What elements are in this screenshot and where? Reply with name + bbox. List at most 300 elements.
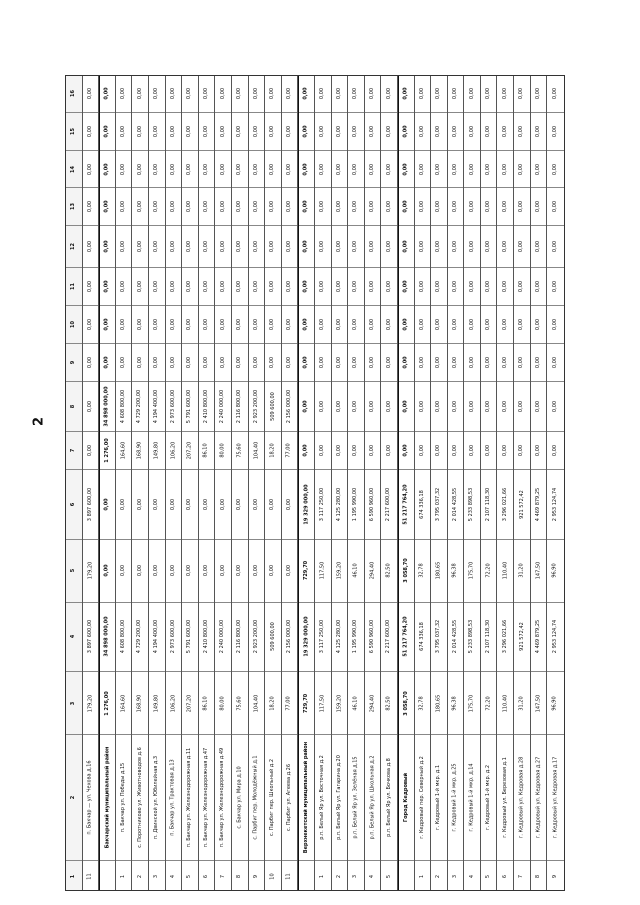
- table-cell: [100, 150, 115, 188]
- table-cell: [514, 343, 530, 381]
- table-cell: [399, 671, 414, 734]
- cell-text: 0,00: [335, 356, 342, 369]
- table-cell: [315, 305, 331, 343]
- cell-text: 80,00: [219, 696, 226, 711]
- cell-text: 180,65: [435, 694, 442, 712]
- table-cell: [116, 112, 132, 150]
- table-cell: [514, 187, 530, 225]
- table-cell: [100, 539, 115, 602]
- table-cell: [166, 602, 182, 671]
- table-cell: [415, 187, 431, 225]
- cell-text: 0,00: [269, 281, 276, 293]
- cell-text: 0,00: [319, 445, 326, 457]
- cell-text: 0,00: [252, 356, 259, 369]
- cell-text: 0,00: [252, 498, 259, 511]
- cell-text: 0,00: [186, 125, 193, 137]
- cell-text: 0,00: [120, 88, 127, 100]
- table-cell: [116, 187, 132, 225]
- cell-text: 104,40: [252, 694, 259, 712]
- cell-text: 0,00: [303, 162, 310, 176]
- table-cell: [66, 602, 82, 671]
- table-cell: [149, 150, 165, 188]
- address-cell: [448, 734, 464, 860]
- table-cell: [249, 225, 265, 267]
- table-cell: [299, 469, 314, 538]
- cell-text: 0,00: [402, 87, 409, 101]
- table-cell: [215, 150, 231, 188]
- table-cell: [116, 150, 132, 188]
- cell-text: 3 897 600,00: [86, 620, 93, 654]
- table-cell: [116, 602, 132, 671]
- cell-text: 0,00: [169, 498, 176, 511]
- table-cell: [415, 469, 431, 538]
- table-cell: [149, 267, 165, 305]
- table-cell: [332, 431, 348, 469]
- table-cell: [431, 539, 447, 602]
- cell-text: 0,00: [418, 445, 425, 457]
- cell-text: 0,00: [286, 88, 293, 100]
- table-cell: [547, 343, 564, 381]
- table-cell: [332, 602, 348, 671]
- cell-text: 207,20: [186, 442, 193, 460]
- cell-text: п. Бакчар ул. Победы д.15: [120, 763, 127, 833]
- cell-text: 0,00: [120, 498, 127, 511]
- table-cell: [332, 267, 348, 305]
- cell-text: 0,00: [385, 281, 392, 293]
- table-cell: [182, 267, 198, 305]
- cell-text: 0,00: [219, 201, 226, 213]
- cell-text: 149,80: [153, 442, 160, 460]
- table-cell: [282, 76, 298, 112]
- cell-text: р.п. Белый Яр ул. Школьная д.2: [369, 755, 376, 840]
- address-cell: [199, 734, 215, 860]
- table-cell: [381, 860, 397, 892]
- table-cell: [415, 431, 431, 469]
- cell-text: 2 217 600,00: [385, 620, 392, 654]
- cell-text: с. Поротниково ул. Животноводов д.6: [136, 747, 143, 849]
- table-cell: [232, 267, 248, 305]
- table-cell: [100, 671, 115, 734]
- table-cell: [249, 860, 265, 892]
- cell-text: 0,00: [269, 201, 276, 213]
- table-cell: [431, 431, 447, 469]
- table-cell: [299, 602, 314, 671]
- table-cell: [365, 431, 381, 469]
- table-cell: [66, 150, 82, 188]
- table-cell: [182, 602, 198, 671]
- cell-text: 4 194 400,00: [153, 620, 160, 654]
- cell-text: 0,00: [203, 356, 210, 369]
- table-cell: [531, 150, 547, 188]
- cell-text: 674 336,18: [418, 622, 425, 652]
- cell-text: 4: [70, 635, 77, 639]
- table-cell: [299, 150, 314, 188]
- table-cell: [348, 305, 364, 343]
- table-cell: [497, 469, 513, 538]
- table-cell: [249, 112, 265, 150]
- cell-text: 75,60: [236, 443, 243, 459]
- table-cell: [116, 431, 132, 469]
- cell-text: 0,00: [203, 565, 210, 577]
- cell-text: 0,00: [136, 241, 143, 253]
- table-cell: [132, 343, 148, 381]
- table-cell: [531, 112, 547, 150]
- cell-text: 0,00: [402, 162, 409, 176]
- cell-text: п. Бакчар ул. Железнодорожная д.11: [186, 748, 193, 848]
- table-cell: [315, 187, 331, 225]
- cell-text: 0,00: [552, 319, 559, 331]
- table-cell: [199, 602, 215, 671]
- table-cell: [497, 860, 513, 892]
- cell-text: 0,00: [269, 125, 276, 137]
- table-cell: [282, 860, 298, 892]
- cell-text: 106,20: [169, 442, 176, 460]
- table-cell: [83, 305, 99, 343]
- table-cell: [83, 112, 99, 150]
- cell-text: 0,00: [186, 201, 193, 213]
- cell-text: 0,00: [236, 201, 243, 213]
- table-cell: [199, 150, 215, 188]
- table-cell: [365, 112, 381, 150]
- cell-text: п. Бакчар — ул. Чехова д.16: [86, 760, 93, 835]
- table-cell: [431, 150, 447, 188]
- page-number: 2: [31, 416, 47, 427]
- table-cell: [332, 343, 348, 381]
- table-cell: [464, 602, 480, 671]
- table-cell: [132, 112, 148, 150]
- cell-text: 6: [203, 875, 210, 879]
- cell-text: 159,20: [335, 561, 342, 580]
- cell-text: 104,40: [252, 442, 259, 460]
- table-cell: [315, 860, 331, 892]
- table-cell: [199, 539, 215, 602]
- cell-text: 0,00: [518, 356, 525, 369]
- cell-text: 0,00: [352, 88, 359, 100]
- cell-text: 4: [468, 875, 475, 879]
- cell-text: 0,00: [552, 281, 559, 293]
- cell-text: 0,00: [103, 356, 110, 369]
- table-row: [315, 76, 332, 890]
- table-cell: [315, 469, 331, 538]
- table-cell: [182, 76, 198, 112]
- cell-text: 0,00: [335, 401, 342, 413]
- table-cell: [497, 112, 513, 150]
- cell-text: 10: [269, 873, 276, 880]
- table-cell: [265, 343, 281, 381]
- cell-text: 0,00: [552, 125, 559, 137]
- table-cell: [464, 539, 480, 602]
- table-row: [448, 76, 465, 890]
- table-row: [249, 76, 266, 890]
- table-cell: [199, 187, 215, 225]
- table-cell: [547, 469, 564, 538]
- cell-text: 0,00: [319, 319, 326, 331]
- cell-text: 0,00: [435, 319, 442, 331]
- cell-text: 0,00: [186, 319, 193, 331]
- table-cell: [199, 671, 215, 734]
- cell-text: 82,50: [385, 696, 392, 711]
- table-cell: [265, 225, 281, 267]
- cell-text: 4: [369, 875, 376, 879]
- table-cell: [299, 671, 314, 734]
- table-cell: [232, 671, 248, 734]
- cell-text: 0,00: [435, 201, 442, 213]
- table-cell: [315, 671, 331, 734]
- table-cell: [100, 602, 115, 671]
- cell-text: п. Бакчар ул. Железнодорожная д.49: [219, 748, 226, 848]
- table-cell: [215, 469, 231, 538]
- cell-text: 0,00: [269, 356, 276, 369]
- table-cell: [514, 431, 530, 469]
- table-cell: [547, 150, 564, 188]
- table-cell: [315, 343, 331, 381]
- table-cell: [431, 343, 447, 381]
- table-row: [116, 76, 133, 890]
- table-cell: [348, 431, 364, 469]
- table-cell: [149, 539, 165, 602]
- cell-text: 46,10: [352, 696, 359, 711]
- cell-text: 921 572,42: [518, 490, 525, 519]
- cell-text: 0,00: [269, 319, 276, 331]
- address-cell: [182, 734, 198, 860]
- address-cell: [365, 734, 381, 860]
- table-cell: [66, 225, 82, 267]
- cell-text: 0,00: [86, 445, 93, 457]
- cell-text: 3 795 037,32: [435, 620, 442, 654]
- cell-text: 110,40: [501, 694, 508, 712]
- cell-text: 3: [452, 875, 458, 879]
- cell-text: 5: [485, 875, 492, 879]
- cell-text: 4 608 800,00: [120, 620, 127, 654]
- table-cell: [66, 539, 82, 602]
- table-row: [232, 76, 249, 890]
- table-cell: [365, 187, 381, 225]
- cell-text: 0,00: [303, 444, 310, 458]
- table-cell: [166, 469, 182, 538]
- cell-text: 8: [534, 875, 541, 879]
- table-cell: [182, 150, 198, 188]
- cell-text: 106,20: [169, 694, 176, 712]
- cell-text: 8: [70, 404, 77, 409]
- table-cell: [100, 267, 115, 305]
- table-cell: [199, 267, 215, 305]
- table-cell: [381, 431, 397, 469]
- table-cell: [282, 602, 298, 671]
- table-row: [547, 76, 564, 890]
- cell-text: 0,00: [402, 356, 409, 369]
- cell-text: 0,00: [435, 401, 442, 413]
- cell-text: 0,00: [418, 356, 425, 369]
- address-cell: [399, 734, 414, 860]
- table-cell: [83, 225, 99, 267]
- cell-text: г. Кедровый ул. Березовая д.1: [501, 757, 508, 839]
- cell-text: 0,00: [451, 88, 458, 100]
- cell-text: 0,00: [286, 356, 293, 369]
- table-cell: [265, 76, 281, 112]
- address-cell: [116, 734, 132, 860]
- table-cell: [249, 305, 265, 343]
- cell-text: 0,00: [501, 88, 508, 100]
- table-cell: [415, 602, 431, 671]
- cell-text: 1: [319, 875, 326, 879]
- cell-text: 0,00: [418, 163, 425, 175]
- table-cell: [132, 539, 148, 602]
- table-cell: [149, 76, 165, 112]
- cell-text: 0,00: [402, 444, 409, 458]
- cell-text: 0,00: [369, 88, 376, 100]
- table-cell: [265, 602, 281, 671]
- cell-text: 0,00: [385, 201, 392, 213]
- table-cell: [381, 671, 397, 734]
- cell-text: 0,00: [501, 319, 508, 331]
- cell-text: 147,50: [534, 694, 541, 712]
- cell-text: 2 240 000,00: [219, 620, 226, 654]
- table-cell: [448, 469, 464, 538]
- table-cell: [531, 187, 547, 225]
- table-cell: [497, 150, 513, 188]
- table-cell: [547, 431, 564, 469]
- table-cell: [232, 602, 248, 671]
- cell-text: 0,00: [236, 88, 243, 100]
- table-cell: [348, 602, 364, 671]
- cell-text: 0,00: [120, 356, 127, 369]
- cell-text: 0,00: [402, 125, 409, 138]
- table-cell: [399, 225, 414, 267]
- cell-text: п. Бакчар ул. Железнодорожная д.47: [203, 748, 210, 848]
- cell-text: 674 336,18: [418, 490, 425, 519]
- cell-text: 0,00: [501, 356, 508, 369]
- cell-text: 0,00: [120, 281, 127, 293]
- table-cell: [132, 267, 148, 305]
- table-cell: [514, 469, 530, 538]
- table-cell: [448, 343, 464, 381]
- table-cell: [531, 431, 547, 469]
- cell-text: 0,00: [418, 88, 425, 100]
- cell-text: г. Кедровый пер. Северный д.2: [418, 756, 425, 840]
- cell-text: 0,00: [468, 88, 475, 100]
- table-cell: [132, 860, 148, 892]
- cell-text: 0,00: [369, 201, 376, 213]
- cell-text: 0,00: [286, 241, 293, 253]
- table-cell: [282, 267, 298, 305]
- cell-text: 164,60: [120, 442, 127, 460]
- cell-text: 0,00: [552, 88, 559, 100]
- table-cell: [232, 112, 248, 150]
- cell-text: 0,00: [534, 356, 541, 369]
- cell-text: 0,00: [402, 400, 409, 413]
- cell-text: 3 795 037,32: [435, 487, 442, 522]
- cell-text: 0,00: [518, 319, 525, 331]
- cell-text: 0,00: [120, 319, 127, 331]
- cell-text: г. Кедровый ул. Кедровая д.28: [518, 757, 525, 839]
- cell-text: 0,00: [236, 356, 243, 369]
- table-cell: [232, 225, 248, 267]
- cell-text: 0,00: [103, 318, 110, 331]
- cell-text: 6: [70, 502, 77, 507]
- table-cell: [381, 76, 397, 112]
- table-cell: [265, 305, 281, 343]
- cell-text: 0,00: [352, 241, 359, 253]
- table-cell: [249, 343, 265, 381]
- cell-text: 0,00: [468, 401, 475, 413]
- table-cell: [481, 267, 497, 305]
- cell-text: 0,00: [236, 125, 243, 137]
- table-cell: [232, 305, 248, 343]
- cell-text: 4 729 200,00: [136, 389, 143, 424]
- cell-text: 0,00: [369, 356, 376, 369]
- cell-text: 0,00: [203, 319, 210, 331]
- cell-text: 2 953 124,74: [552, 620, 559, 654]
- address-cell: [166, 734, 182, 860]
- table-cell: [299, 431, 314, 469]
- cell-text: 0,00: [186, 498, 193, 511]
- cell-text: 5 791 600,00: [186, 389, 193, 424]
- table-cell: [116, 671, 132, 734]
- table-cell: [399, 112, 414, 150]
- cell-text: 509 600,00: [269, 622, 276, 652]
- cell-text: 0,00: [369, 125, 376, 137]
- address-cell: [381, 734, 397, 860]
- table-cell: [215, 671, 231, 734]
- cell-text: 0,00: [120, 201, 127, 213]
- table-row: [332, 76, 349, 890]
- cell-text: 0,00: [385, 163, 392, 175]
- table-cell: [332, 671, 348, 734]
- cell-text: 207,20: [186, 694, 193, 712]
- cell-text: 9: [70, 360, 77, 365]
- table-cell: [215, 225, 231, 267]
- table-cell: [199, 431, 215, 469]
- cell-text: 0,00: [219, 88, 226, 100]
- cell-text: 9: [252, 875, 259, 879]
- cell-text: 96,38: [451, 563, 458, 578]
- table-cell: [83, 267, 99, 305]
- table-cell: [332, 539, 348, 602]
- table-cell: [265, 671, 281, 734]
- table-cell: [66, 187, 82, 225]
- address-cell: [431, 734, 447, 860]
- table-cell: [448, 381, 464, 431]
- table-cell: [66, 76, 82, 112]
- cell-text: 0,00: [236, 241, 243, 253]
- table-cell: [66, 267, 82, 305]
- cell-text: 0,00: [352, 356, 359, 369]
- table-cell: [547, 305, 564, 343]
- table-cell: [381, 112, 397, 150]
- table-cell: [166, 431, 182, 469]
- address-cell: [132, 734, 148, 860]
- table-cell: [399, 381, 414, 431]
- table-cell: [232, 381, 248, 431]
- cell-text: 0,00: [468, 281, 475, 293]
- table-cell: [431, 602, 447, 671]
- table-cell: [299, 860, 314, 892]
- cell-text: 2 116 800,00: [236, 620, 243, 654]
- table-cell: [399, 602, 414, 671]
- table-section-row: [298, 76, 315, 890]
- table-row: [182, 76, 199, 890]
- table-cell: [514, 150, 530, 188]
- cell-text: 0,00: [203, 88, 210, 100]
- table-cell: [431, 469, 447, 538]
- table-cell: [132, 225, 148, 267]
- table-cell: [365, 602, 381, 671]
- table-cell: [83, 150, 99, 188]
- table-cell: [547, 539, 564, 602]
- table-row: [415, 76, 432, 890]
- table-row: [464, 76, 481, 890]
- table-cell: [249, 431, 265, 469]
